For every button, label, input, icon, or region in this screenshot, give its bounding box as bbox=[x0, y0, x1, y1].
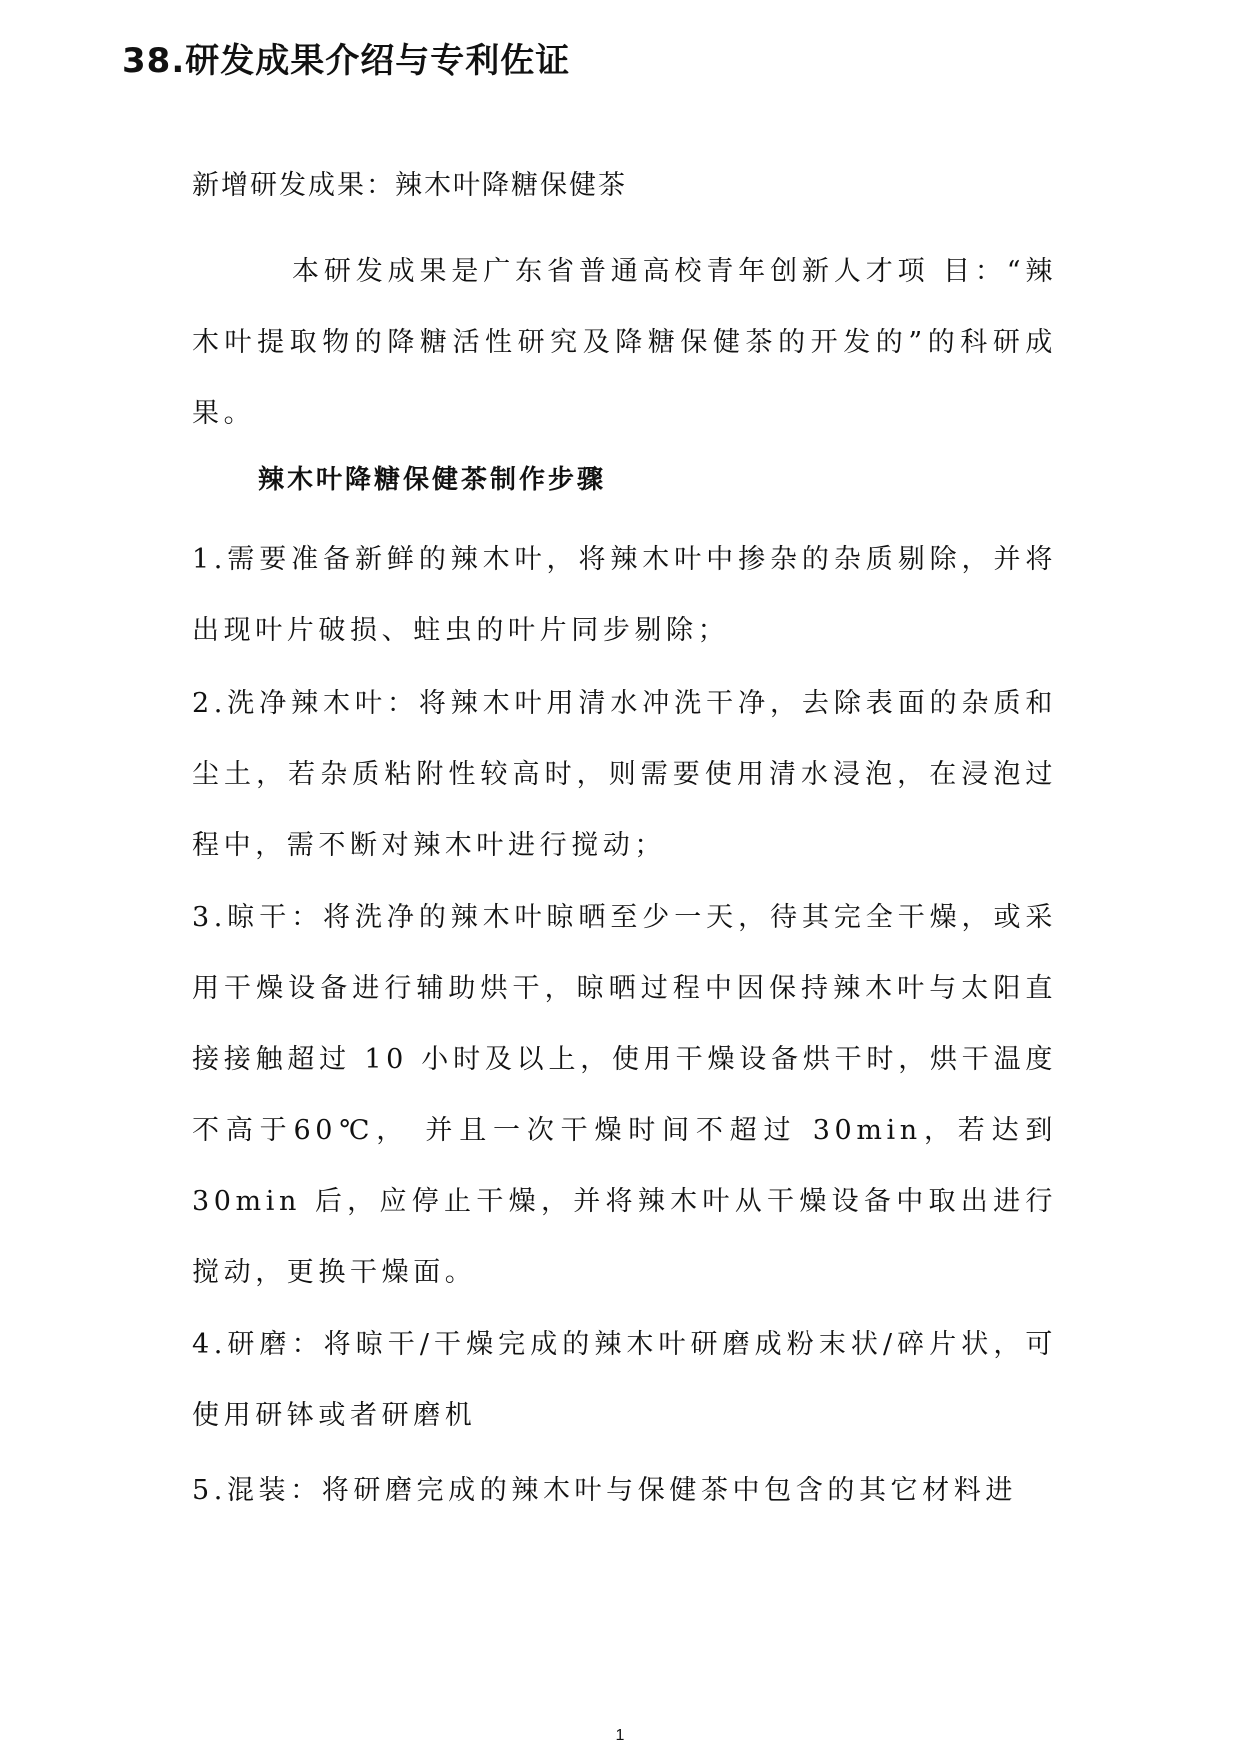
step-paragraph: 2.洗净辣木叶：将辣木叶用清水冲洗干净，去除表面的杂质和尘土，若杂质粘附性较高时，则需要使用清水浸泡，在浸泡过程中，需不断对辣木叶进行搅动； bbox=[192, 688, 1057, 861]
document-title: 38.研发成果介绍与专利佐证 bbox=[122, 41, 571, 81]
step-paragraph: 3.晾干：将洗净的辣木叶晾晒至少一天，待其完全干燥，或采用干燥设备进行辅助烘干，晾晒过程中因保持辣木叶与太阳直接接触超过 10 小时及以上，使用干燥设备烘干时，烘干温度不高于60℃， 并且一次干燥时间不超过 30min，若达到 30min 后，应停止干燥，并将辣木叶从干燥设备中取出进行搅动，更换干燥面。 bbox=[192, 902, 1057, 1288]
step-paragraph: 5.混装：将研磨完成的辣木叶与保健茶中包含的其它材料进 bbox=[192, 1475, 1017, 1506]
step-paragraph: 4.研磨：将晾干/干燥完成的辣木叶研磨成粉末状/碎片状，可使用研钵或者研磨机 bbox=[192, 1329, 1057, 1431]
intro-paragraph: 本研发成果是广东省普通高校青年创新人才项 目：“辣木叶提取物的降糖活性研究及降糖保健茶的开发的”的科研成果。 bbox=[192, 256, 1057, 429]
section-heading: 辣木叶降糖保健茶制作步骤 bbox=[258, 465, 607, 495]
page-number: 1 bbox=[615, 1727, 625, 1744]
step-paragraph: 1.需要准备新鲜的辣木叶，将辣木叶中掺杂的杂质剔除，并将出现叶片破损、蛀虫的叶片同步剔除； bbox=[192, 544, 1057, 646]
subtitle: 新增研发成果：辣木叶降糖保健茶 bbox=[192, 170, 627, 201]
